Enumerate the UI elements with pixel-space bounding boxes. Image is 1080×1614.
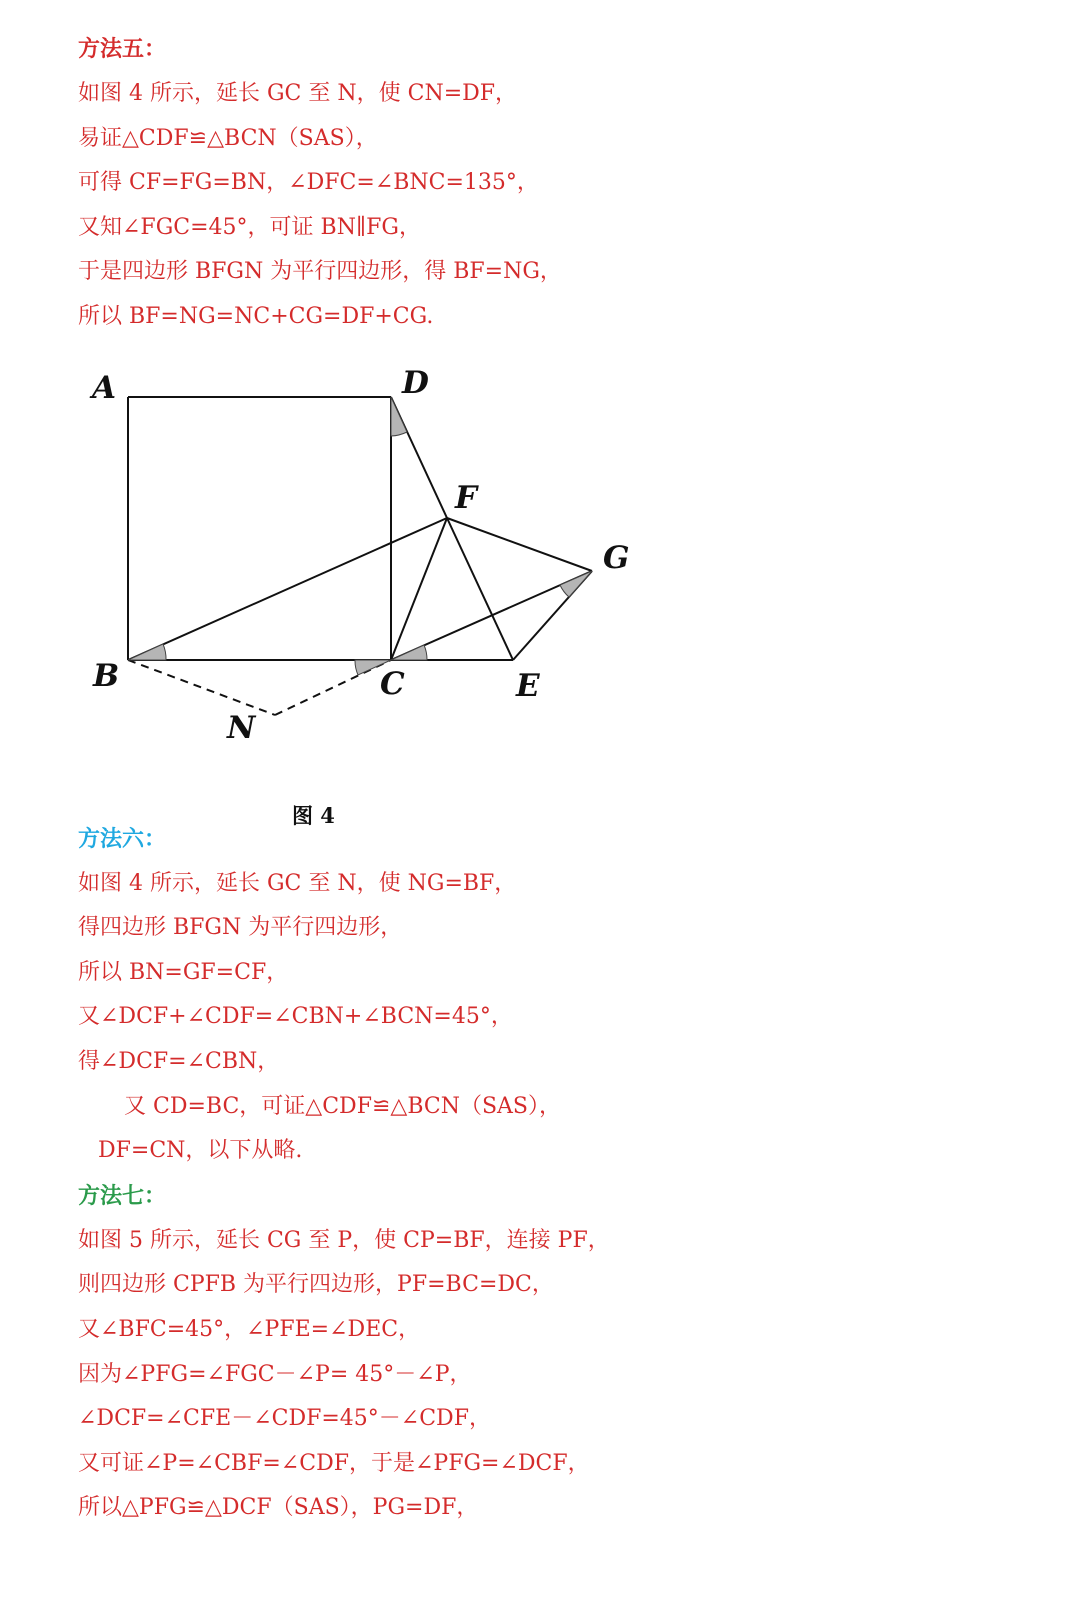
angle-mark-D xyxy=(391,397,407,436)
method6-line-5: 得∠DCF=∠CBN， xyxy=(78,1049,280,1074)
dashed-segment-BN xyxy=(128,660,275,715)
method7-line-1: 如图 5 所示，延长 CG 至 P，使 CP=BF，连接 PF， xyxy=(78,1228,610,1253)
label-N: N xyxy=(227,710,256,746)
method5-line-4: 又知∠FGC=45°，可证 BN∥FG， xyxy=(78,215,421,240)
label-E: E xyxy=(516,668,540,704)
label-F: F xyxy=(455,480,478,516)
method5-title: 方法五： xyxy=(78,36,167,62)
method6-line-1: 如图 4 所示，延长 GC 至 N，使 NG=BF， xyxy=(78,871,517,896)
angle-mark-B xyxy=(128,644,166,660)
angle-mark-G xyxy=(560,571,592,597)
method5-line-3: 可得 CF=FG=BN，∠DFC=∠BNC=135°， xyxy=(78,170,539,195)
method6-line-6: 又 CD=BC，可证△CDF≌△BCN（SAS）， xyxy=(124,1094,562,1119)
method6-title: 方法六： xyxy=(78,826,167,852)
method5-line-5: 于是四边形 BFGN 为平行四边形，得 BF=NG， xyxy=(78,259,562,284)
method6-line-3: 所以 BN=GF=CF， xyxy=(78,960,289,985)
method6-line-7: DF=CN，以下从略. xyxy=(98,1138,303,1163)
label-D: D xyxy=(402,365,429,401)
method7-line-3: 又∠BFC=45°，∠PFE=∠DEC， xyxy=(78,1317,421,1342)
method5-line-1: 如图 4 所示，延长 GC 至 N，使 CN=DF， xyxy=(78,81,518,106)
label-B: B xyxy=(93,658,120,694)
method7-line-4: 因为∠PFG=∠FGC－∠P= 45°－∠P， xyxy=(78,1362,472,1387)
method7-line-5: ∠DCF=∠CFE－∠CDF=45°－∠CDF， xyxy=(78,1406,491,1431)
label-A: A xyxy=(92,370,117,406)
label-G: G xyxy=(603,540,630,576)
method5-line-2: 易证△CDF≌△BCN（SAS）， xyxy=(78,126,378,151)
geometry-figure-4 xyxy=(0,0,700,780)
figure-caption: 图 4 xyxy=(292,803,335,828)
method7-line-2: 则四边形 CPFB 为平行四边形，PF=BC=DC， xyxy=(78,1272,554,1297)
method7-title: 方法七： xyxy=(78,1183,167,1209)
label-C: C xyxy=(380,666,405,702)
method6-line-4: 又∠DCF+∠CDF=∠CBN+∠BCN=45°， xyxy=(78,1004,513,1029)
method6-line-2: 得四边形 BFGN 为平行四边形， xyxy=(78,915,403,940)
method5-line-6: 所以 BF=NG=NC+CG=DF+CG. xyxy=(78,304,434,329)
method7-line-6: 又可证∠P=∠CBF=∠CDF，于是∠PFG=∠DCF， xyxy=(78,1451,590,1476)
method7-line-7: 所以△PFG≌△DCF（SAS），PG=DF， xyxy=(78,1495,479,1520)
